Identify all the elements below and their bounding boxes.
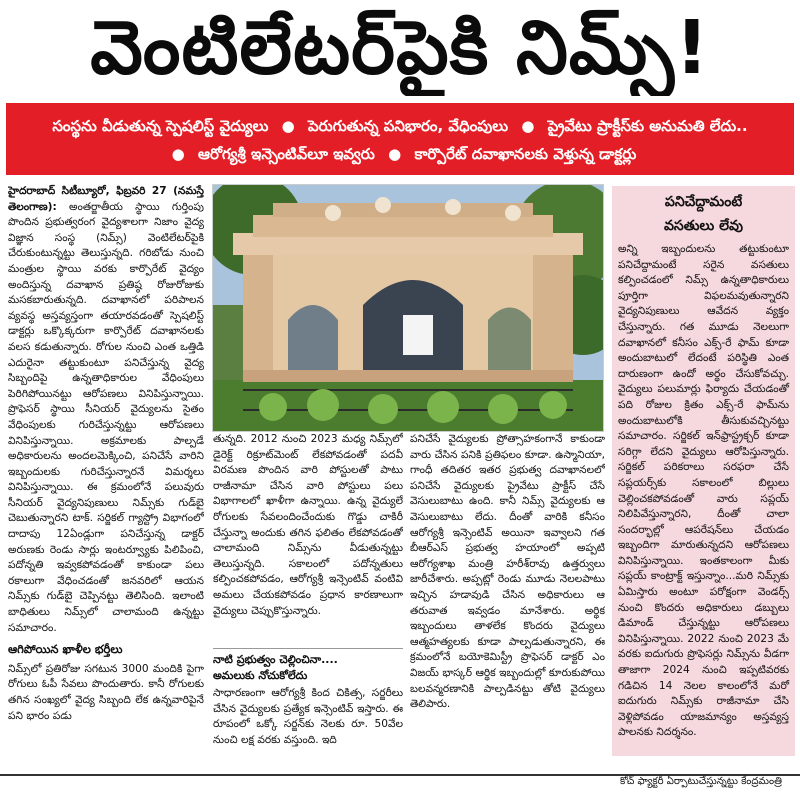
article-paragraph: తున్నది. 2012 నుంచి 2023 మధ్య నిమ్స్‌లో డైరెక్ట్‌ రిక్రూట్‌మెంట్‌ లేకపోవడంతో పదవీ విరమణ పొందిన వారి పోస్టులతో పాటు రాజీనామా చేసిన వారి పోస్టులు పలు విభాగాలలో ఖాళీగా ఉన్నాయి. ఉన్న వైద్యులే రోగులకు సేవలందించేందుకు గొడ్డు చాకిరీ చేస్తున్నా అందుకు తగిన ఫలితం లేకపోవడంతో చాలామంది నిమ్స్‌ను వీడుతున్నట్టు తెలుస్తున్నది. సకాలంలో పదోన్నతులు కల్పించకపోవడం, ఆరోగ్యశ్రీ ఇన్సెంటివ్‌ వంటివి అమలు చేయకపోవడం ప్రధాన కారణాలుగా వైద్యులు చెప్పుకొస్తున్నారు. — [213, 433, 403, 617]
article-paragraph: నిమ్స్‌లో ప్రతిరోజు సగటున 3000 మందికి పైగా రోగులు ఓపీ సేవలు పొందుతారు. కానీ రోగులకు తగిన సంఖ్యలో వైద్య సిబ్బంది లేక ఉన్నవారిపైనే పని భారం పడు — [8, 662, 204, 722]
section-subheading — [213, 652, 403, 684]
highlight-banner — [6, 103, 794, 175]
nims-building-photo — [212, 184, 604, 432]
sidebar-title-line-2: వసతులు లేవు — [663, 218, 744, 234]
sidebar-box — [612, 186, 795, 756]
subheading-line-2: అమలుకు నోచుకోలేదు — [213, 669, 308, 682]
building-illustration — [213, 185, 603, 431]
dateline: హైదరాబాద్‌ సిటీబ్యూరో, ఫిబ్రవరి 27 (నమస్తే తెలంగాణ): — [8, 185, 204, 213]
bullet-icon: ● — [521, 117, 535, 135]
banner-point: ప్రైవేటు ప్రాక్టీస్‌కు అనుమతి లేదు.. — [547, 117, 748, 135]
banner-row-2 — [6, 143, 794, 165]
banner-point: సంస్థను వీడుతున్న స్పెషలిస్ట్‌ వైద్యులు — [52, 117, 269, 135]
article-paragraph: సాధారణంగా ఆరోగ్యశ్రీ కింద చికిత్స, సర్జరీలు చేసిన వైద్యులకు ప్రత్యేక ఇన్సెంటివ్‌ ఇస్తారు. ఈ రూపంలో ఒక్కో సర్జన్‌కు నెలకు రూ. 50వేల నుంచి లక్ష వరకు వస్తుంది. ఇది — [213, 687, 403, 746]
bullet-icon: ● — [171, 145, 185, 163]
article-text: అంతర్జాతీయ స్థాయి గుర్తింపు పొందిన ప్రభుత్వరంగ వైద్యశాలగా నిజాం వైద్య విజ్ఞాన సంస్థ (నిమ్స్‌) వెంటిలేటర్‌పైకి చేరుకుంటున్నట్టు తెలుస్తున్నది. గరిబోడు నుంచి మంత్రుల స్థాయి వరకు కార్పొరేట్‌ వైద్యం అందిస్తున్న దవాఖాన ప్రతిష్ఠ రోజురోజుకు మసకబారుతున్నది. దవాఖానలో పరిపాలన వ్యవస్థ అస్తవ్యస్తంగా తయారవడంతో స్పెషలిస్ట్‌ డాక్టర్లు ఒక్కొక్కరుగా కార్పొరేట్‌ దవాఖానలకు వలస కడుతున్నారు. రోగుల నుంచి ఎంత ఒత్తిడి ఎదురైనా తట్టుకుంటూ పనిచేస్తున్న వైద్య సిబ్బందిపై ఉన్నతాధికారుల వేధింపులు పెరిగిపోయినట్టు ఆరోపణలు వినిపిస్తున్నాయి. ప్రొఫెసర్‌ స్థాయి సీనియర్‌ వైద్యులను సైతం వేధింపులకు గురిచేస్తున్నట్టు ఆరోపణలు వినిపిస్తున్నాయి. అక్రమాలకు పాల్పడే అధికారులను అందలమెక్కించి, పనిచేసే వారిని ఇబ్బందులకు గురిచేస్తున్నారనే విమర్శలు వినిపిస్తున్నాయి. ఈ క్రమంలోనే పలువురు సీనియర్‌ వైద్యనిపుణులు నిమ్స్‌కు గుడ్‌బై చెబుతున్నారని టాక్‌. సర్జికల్‌ గ్యాస్ట్రో విభాగంలో దాదాపు 12ఏండ్లుగా పనిచేస్తున్న డాక్టర్‌ అరుణకు రెండు సార్లు ఇంటర్వ్యూకు పిలిపించి, పదోన్నతి ఇవ్వకపోవడంతో కాకుండా పలు రకాలుగా వేధించడంతో జనవరిలో ఆయన నిమ్స్‌కు గుడ్‌బై చెప్పినట్టు తెలిసింది. ఇలాంటి బాధితులు నిమ్స్‌లో చాలామంది ఉన్నట్టు సమాచారం. — [8, 200, 204, 634]
article-paragraph — [8, 184, 204, 636]
sidebar-title — [612, 190, 795, 238]
banner-point: కార్పొరేట్‌ దవాఖానలకు వెళ్తున్న డాక్టర్లు — [414, 145, 637, 163]
article-column-1 — [8, 184, 204, 774]
section-subheading: ఆగిపోయిన ఖాళీల భర్తీలు — [8, 642, 123, 657]
section-divider — [213, 648, 403, 649]
article-column-3 — [410, 432, 605, 774]
next-article-snippet: కోచ్‌ ఫ్యాక్టరీ ఏర్పాటుచేస్తున్నట్టు కేంద్రమంత్రి — [620, 776, 782, 787]
sidebar-title-line-1: పనిచేద్దామంటే — [664, 194, 743, 210]
banner-point: ఆరోగ్యశ్రీ ఇన్సెంటివ్‌లూ ఇవ్వరు — [198, 145, 375, 163]
article-column-2-continued — [213, 686, 403, 774]
banner-row-1 — [6, 115, 794, 137]
bullet-icon: ● — [281, 117, 295, 135]
bullet-icon: ● — [388, 145, 402, 163]
headline: వెంటిలేటర్‌పైకి నిమ్స్‌! — [90, 5, 710, 91]
banner-point: పెరుగుతున్న పనిభారం, వేధింపులు — [307, 117, 509, 135]
article-paragraph: పనిచేసే వైద్యులకు ప్రోత్సాహకంగానే కాకుండా వారు చేసిన పనికి ప్రతిఫలం కూడా. ఉస్మానియా, గాంధీ తదితర ఇతర ప్రభుత్వ దవాఖానలలో పనిచేసే వైద్యులకు ప్రైవేటు ప్రాక్టీస్‌ చేసే వెసులుబాటు ఉంది. కానీ నిమ్స్‌ వైద్యులకు ఆ వెసులుబాటు లేదు. దీంతో వారికి కనీసం ఆరోగ్యశ్రీ ఇన్సెంటివ్‌ అయినా ఇవ్వాలని గత బీఆర్‌ఎస్‌ ప్రభుత్వ హయాంలో అప్పటి ఆరోగ్యశాఖ మంత్రి హరీశ్‌రావు ఉత్తర్వులు జారీచేశారు. అప్పట్లో రెండు మూడు నెలలపాటు ఇచ్చిన హడావుడి చేసిన అధికారులు ఆ తరువాత ఇవ్వడం మానేశారు. అర్థిక ఇబ్బందులు తాళలేక కొందరు వైద్యులు ఆత్మహత్యలకు కూడా పాల్పడుతున్నారని, ఈ క్రమంలోనే బయోకెమిస్ట్రీ ప్రొఫెసర్‌ డాక్టర్‌ ఎం విజయ్‌ భాస్కర్‌ ఆర్థిక ఇబ్బందుల్లో కూరుకుపోయి బలవన్మరణానికి పాల్పడినట్టు తోటి వైద్యులు తెలిపారు. — [410, 433, 605, 711]
sidebar-body: అన్ని ఇబ్బందులను తట్టుకుంటూ పనిచేద్దామంటే సరైన వసతులు కల్పించడంలో నిమ్స్‌ ఉన్నతాధికారులు పూర్తిగా విఫలమవుతున్నారని వైద్యనిపుణులు ఆవేదన వ్యక్తం చేస్తున్నారు. గత మూడు నెలలుగా దవాఖానలో కనీసం ఎక్స్‌-రే ఫామ్‌ కూడా అందుబాటులో లేదంటే పరిస్థితి ఎంత దారుణంగా ఉందో అర్థం చేసుకోవచ్చు. వైద్యులు పలుమార్లు ఫిర్యాదు చేయడంతో పది రోజుల క్రితం ఎక్స్‌-రే ఫామ్‌ను అందుబాటులోకి తీసుకువచ్చినట్టు సమాచారం. సర్జికల్‌ ఇన్‌ఫ్రాస్ట్రక్చర్‌ కూడా సరిగ్గా లేదని వైద్యులు ఆరోపిస్తున్నారు. సర్జికల్‌ పరికరాలు సరఫరా చేసే సప్లయర్స్‌కు సకాలంలో బిల్లులు చెల్లించకపోవడంతో వారు సప్లయ్‌ నిలిపివేస్తున్నారని, దీంతో చాలా సందర్భాల్లో ఆపరేషన్‌లు చేయడం ఇబ్బందిగా మారుతున్నదని ఆరోపణలు వినిపిస్తున్నాయి. ఇంతకాలంగా మీకు సప్లయ్‌ కాంట్రాక్ట్‌ ఇస్తున్నాం...మరి నిమ్స్‌కు ఏమిస్తారు అంటూ పరోక్షంగా వెండర్స్‌ నుంచి కొందరు అధికారులు డబ్బులు డిమాండ్‌ చేస్తున్నట్టు ఆరోపణలు వినిపిస్తున్నాయి. 2022 నుంచి 2023 మే వరకు ఐదుగురు ప్రొఫెసర్లు నిమ్స్‌ను వీడగా తాజాగా 2024 నుంచి ఇప్పటివరకు గడిచిన 14 నెలల కాలంలోనే మరో ఐదుగురు నిమ్స్‌కు రాజీనామా చేసి వెళ్లిపోవడం యాజమాన్యం అస్తవ్యస్త పాలనకు నిదర్శనం. — [618, 243, 789, 739]
subheading-line-1: నాటి ప్రభుత్వం చెల్లించినా.... — [213, 653, 338, 666]
article-column-2 — [213, 432, 403, 647]
